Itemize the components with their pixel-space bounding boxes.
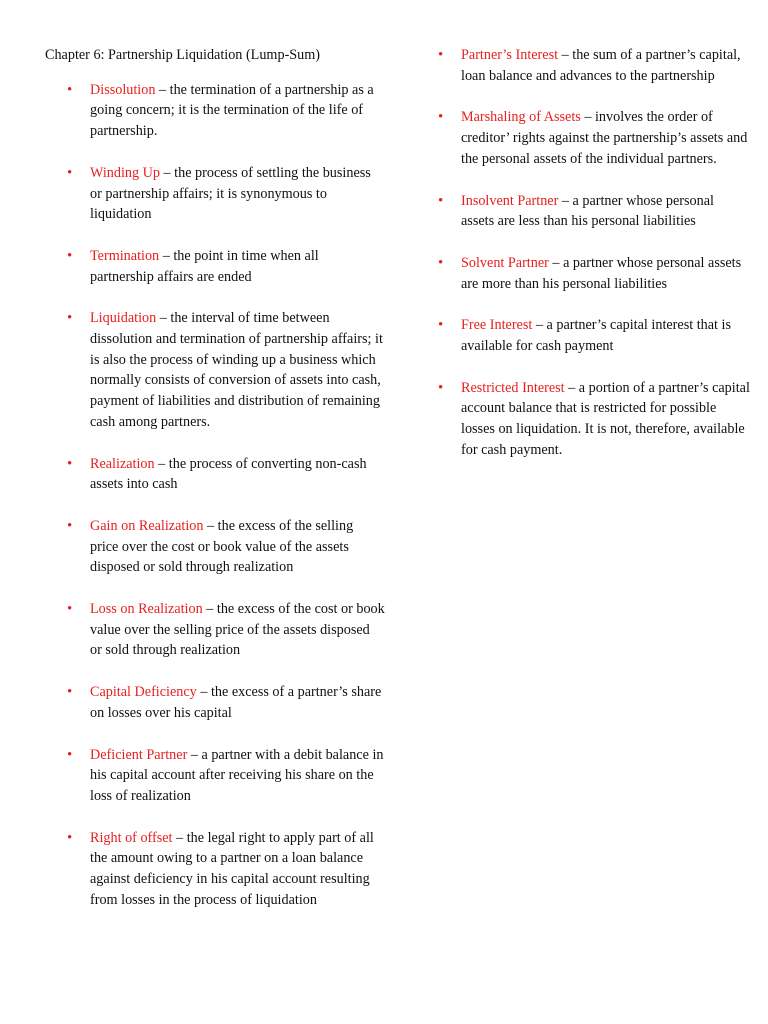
bullet-icon: • xyxy=(67,247,73,264)
bullet-icon: • xyxy=(438,192,444,209)
term-label: Free Interest xyxy=(461,317,533,334)
bullet-icon: • xyxy=(67,601,73,618)
list-item xyxy=(438,191,750,232)
term-definition: – a partner’s capital interest that is available for cash payment xyxy=(461,317,731,355)
list-item xyxy=(67,308,385,432)
term-definition: – the termination of a partnership as a going concern; it is the termination of the life of partnership. xyxy=(90,81,374,140)
term-definition: – the excess of the cost or book value over the selling price of the assets disposed or sold through realization xyxy=(90,601,385,659)
term-definition: – involves the order of creditor’ rights against the partnership’s assets and the personal assets of the individual partners. xyxy=(461,109,748,167)
bullet-icon: • xyxy=(67,310,73,327)
list-item xyxy=(67,454,385,495)
list-item xyxy=(67,599,385,661)
list-item xyxy=(67,80,385,142)
list-item xyxy=(67,682,385,723)
bullet-icon: • xyxy=(438,109,444,126)
bullet-icon: • xyxy=(67,455,73,472)
term-label: Capital Deficiency xyxy=(90,684,197,701)
page-title: Chapter 6: Partnership Liquidation (Lump-Sum) xyxy=(45,47,321,63)
list-item xyxy=(67,516,385,578)
term-label: Realization xyxy=(90,455,155,472)
bullet-icon: • xyxy=(67,517,73,534)
term-label: Gain on Realization xyxy=(90,517,204,534)
term-definition: – the interval of time between dissolution and termination of partnership affairs; it is also the process of winding up a business which normally consists of conversion of assets into cash, payment of liabilities and distribution of remaining cash among partners. xyxy=(90,310,383,430)
term-label: Winding Up xyxy=(90,164,160,181)
bullet-icon: • xyxy=(67,746,73,763)
term-definition: – the legal right to apply part of all the amount owing to a partner on a loan balance against deficiency in his capital account resulting from losses in the process of liquidation xyxy=(90,829,374,908)
term-definition: – a portion of a partner’s capital account balance that is restricted for possible losses on liquidation. It is not, therefore, available for cash payment. xyxy=(461,379,750,458)
term-label: Loss on Realization xyxy=(90,601,203,618)
list-item xyxy=(67,163,385,225)
term-definition: – a partner with a debit balance in his capital account after receiving his share on the loss of realization xyxy=(90,746,384,804)
term-definition: – a partner whose personal assets are less than his personal liabilities xyxy=(461,192,714,230)
term-label: Restricted Interest xyxy=(461,379,565,396)
term-definition: – the process of settling the business or partnership affairs; it is synonymous to liquidation xyxy=(90,164,371,223)
term-label: Liquidation xyxy=(90,310,157,327)
list-item xyxy=(67,828,385,911)
list-item xyxy=(438,315,750,356)
list-item xyxy=(438,253,750,294)
bullet-icon: • xyxy=(438,254,444,271)
bullet-icon: • xyxy=(67,829,73,846)
term-label: Marshaling of Assets xyxy=(461,109,581,126)
list-item xyxy=(67,246,385,287)
bullet-icon: • xyxy=(438,379,444,396)
list-item xyxy=(438,378,750,461)
left-column xyxy=(45,45,385,911)
bullet-icon: • xyxy=(67,164,73,181)
list-item xyxy=(438,107,750,169)
term-label: Insolvent Partner xyxy=(461,192,559,209)
term-label: Dissolution xyxy=(90,81,156,98)
bullet-icon: • xyxy=(67,684,73,701)
term-definition: – the sum of a partner’s capital, loan balance and advances to the partnership xyxy=(461,47,741,84)
left-term-list xyxy=(45,80,385,911)
term-definition: – the excess of a partner’s share on losses over his capital xyxy=(90,684,382,721)
term-definition: – the excess of the selling price over the cost or book value of the assets disposed or sold through realization xyxy=(90,517,354,576)
list-item xyxy=(438,45,750,86)
list-item xyxy=(67,745,385,807)
bullet-icon: • xyxy=(438,317,444,334)
term-label: Partner’s Interest xyxy=(461,47,559,63)
term-definition: – the point in time when all partnership affairs are ended xyxy=(90,247,319,285)
term-label: Right of offset xyxy=(90,829,173,846)
bullet-icon: • xyxy=(67,81,73,98)
bullet-icon: • xyxy=(438,47,444,63)
right-term-list xyxy=(438,45,750,461)
term-definition: – the process of converting non-cash assets into cash xyxy=(90,455,367,493)
term-label: Deficient Partner xyxy=(90,746,188,763)
term-label: Termination xyxy=(90,247,160,264)
term-label: Solvent Partner xyxy=(461,254,549,271)
term-definition: – a partner whose personal assets are more than his personal liabilities xyxy=(461,254,742,292)
right-column xyxy=(438,45,750,461)
